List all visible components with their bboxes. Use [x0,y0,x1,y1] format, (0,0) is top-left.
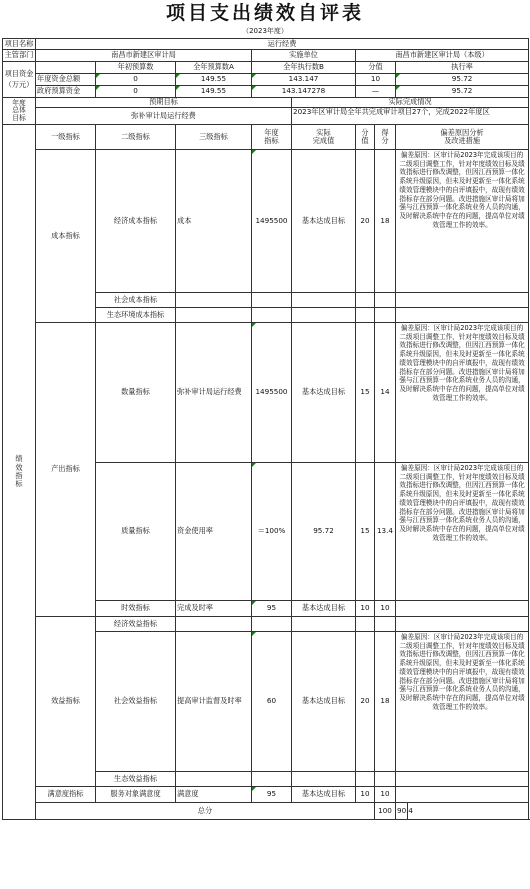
project-name-value: 运行经费 [36,39,529,50]
row-quantity-points: 14 [375,323,396,463]
row-timeliness-l3: 完成及时率 [176,601,252,617]
gov-funds-exec: 143.147278 [252,86,356,98]
expected-goal-header: 预期目标 [36,98,292,108]
row-social-benefit-actual: 基本达成目标 [292,632,356,772]
row-quality-l3: 资金使用率 [176,463,252,601]
row-timeliness-points: 10 [375,601,396,617]
row-quantity-l3: 弥补审计局运行经费 [176,323,252,463]
row-quality-points: 13.4 [375,463,396,601]
row-econ-cost-points: 18 [375,150,396,293]
annual-budget-header: 全年预算数A [176,62,252,74]
year-funds-exec: 143.147 [252,74,356,86]
performance-table [2,38,529,820]
gov-funds-initial: 0 [96,86,176,98]
level2-header: 二级指标 [96,125,176,150]
row-timeliness-actual: 基本达成目标 [292,601,356,617]
level1-header: 一级指标 [36,125,96,150]
funds-label: 项目资金 （万元） [3,62,36,98]
row-quality-target: ＝100% [252,463,292,601]
row-social-benefit-score: 20 [356,632,375,772]
points-col-header: 得 分 [375,125,396,150]
group-satisfaction: 满意度指标 [36,787,96,803]
expected-goal-text: 弥补审计局运行经费 [36,108,292,125]
row-econ-cost-actual: 基本达成目标 [292,150,356,293]
impl-unit-label: 实施单位 [252,50,356,62]
perf-indicators-label: 绩 效 指 标 [3,125,36,820]
funds-blank [36,62,96,74]
row-social-benefit-l2: 社会效益指标 [96,632,176,772]
total-score: 100 [375,803,396,820]
year-funds-initial: 0 [96,74,176,86]
row-service-points: 10 [375,787,396,803]
row-social-benefit-reason: 偏差原因：区审计局2023年完成该项目的二级项目调整工作，针对年度绩效目标及绩效指标进行修改调整，但因江西预算一体化系统升级原因，但未及时更新至一体化系统绩效管理模块中的自评填报中，故现有绩效指标存在部分问题。改进措施区审计局将加强与江西预算一体化系统业务人员的沟通，及时解决系统中存在的问题，提高单位对绩效管理工作的效率。 [396,632,529,772]
row-service-actual: 基本达成目标 [292,787,356,803]
row-eco-benefit-l2: 生态效益指标 [96,772,176,787]
impl-unit-value: 南昌市新建区审计局（本级） [356,50,529,62]
row-econ-cost-target: 1495500 [252,150,292,293]
actual-completion-header: 实际完成情况 [292,98,529,108]
year-funds-rate: 95.72 [396,74,529,86]
initial-budget-header: 年初预算数 [96,62,176,74]
row-timeliness-score: 10 [356,601,375,617]
row-social-benefit-points: 18 [375,632,396,772]
row-econ-benefit-l2: 经济效益指标 [96,617,176,632]
row-quality-l2: 质量指标 [96,463,176,601]
row-social-cost-l2: 社会成本指标 [96,293,176,308]
row-quantity-target: 1495500 [252,323,292,463]
row-quantity-score: 15 [356,323,375,463]
row-econ-cost-l2: 经济成本指标 [96,150,176,293]
score-col-header: 分 值 [356,125,375,150]
department-label: 主管部门 [3,50,36,62]
row-timeliness-l2: 时效指标 [96,601,176,617]
row-eco-cost-l2: 生态环境成本指标 [96,308,176,323]
row-quantity-l2: 数量指标 [96,323,176,463]
group-output: 产出指标 [36,323,96,617]
year-funds-annual: 149.55 [176,74,252,86]
total-label: 总分 [36,803,375,820]
row-econ-cost-score: 20 [356,150,375,293]
row-service-target: 95 [252,787,292,803]
row-social-benefit-l3: 提高审计监督及时率 [176,632,252,772]
year-funds-score: 10 [356,74,396,86]
gov-funds-rate: 95.72 [396,86,529,98]
row-social-benefit-target: 60 [252,632,292,772]
group-benefit: 效益指标 [36,617,96,787]
gov-funds-annual: 149.55 [176,86,252,98]
gov-funds-score: — [356,86,396,98]
row-quality-score: 15 [356,463,375,601]
gov-funds-label: 政府预算资金 [36,86,96,98]
annual-exec-header: 全年执行数B [252,62,356,74]
actual-value-header: 实际 完成值 [292,125,356,150]
department-value: 南昌市新建区审计局 [36,50,252,62]
row-timeliness-target: 95 [252,601,292,617]
row-service-l2: 服务对象满意度 [96,787,176,803]
project-name-label: 项目名称 [3,39,36,50]
row-quality-actual: 95.72 [292,463,356,601]
reason-header: 偏差原因分析 及改进措施 [396,125,529,150]
fiscal-year: （2023年度） [242,27,288,35]
row-econ-cost-reason: 偏差原因：区审计局2023年完成该项目的二级项目调整工作，针对年度绩效目标及绩效指标进行修改调整，但因江西预算一体化系统升级原因，但未及时更新至一体化系统绩效管理模块中的自评填报中，故现有绩效指标存在部分问题。改进措施区审计局将加强与江西预算一体化系统业务人员的沟通，及时解决系统中存在的问题，提高单位对绩效管理工作的效率。 [396,150,529,293]
level3-header: 三级指标 [176,125,252,150]
page-title: 项目支出绩效自评表 [165,2,364,24]
year-funds-label: 年度资金总额 [36,74,96,86]
actual-completion-text: 2023年区审计局全年共完成审计项目27个，完成2022年度区 [292,108,529,125]
row-quality-reason: 偏差原因：区审计局2023年完成该项目的二级项目调整工作，针对年度绩效目标及绩效指标进行修改调整，但因江西预算一体化系统升级原因，但未及时更新至一体化系统绩效管理模块中的自评填报中，故现有绩效指标存在部分问题。改进措施区审计局将加强与江西预算一体化系统业务人员的沟通，及时解决系统中存在的问题，提高单位对绩效管理工作的效率。 [396,463,529,601]
group-cost: 成本指标 [36,150,96,323]
overall-goal-label: 年度 总体 目标 [3,98,36,125]
row-service-score: 10 [356,787,375,803]
row-econ-cost-l3: 成本 [176,150,252,293]
row-quantity-reason: 偏差原因：区审计局2023年完成该项目的二级项目调整工作，针对年度绩效目标及绩效指标进行修改调整，但因江西预算一体化系统升级原因，但未及时更新至一体化系统绩效管理模块中的自评填报中，故现有绩效指标存在部分问题。改进措施区审计局将加强与江西预算一体化系统业务人员的沟通，及时解决系统中存在的问题，提高单位对绩效管理工作的效率。 [396,323,529,463]
row-service-l3: 满意度 [176,787,252,803]
score-header: 分值 [356,62,396,74]
total-points: 90.4 [396,803,408,820]
annual-index-header: 年度 指标 [252,125,292,150]
exec-rate-header: 执行率 [396,62,529,74]
row-quantity-actual: 基本达成目标 [292,323,356,463]
